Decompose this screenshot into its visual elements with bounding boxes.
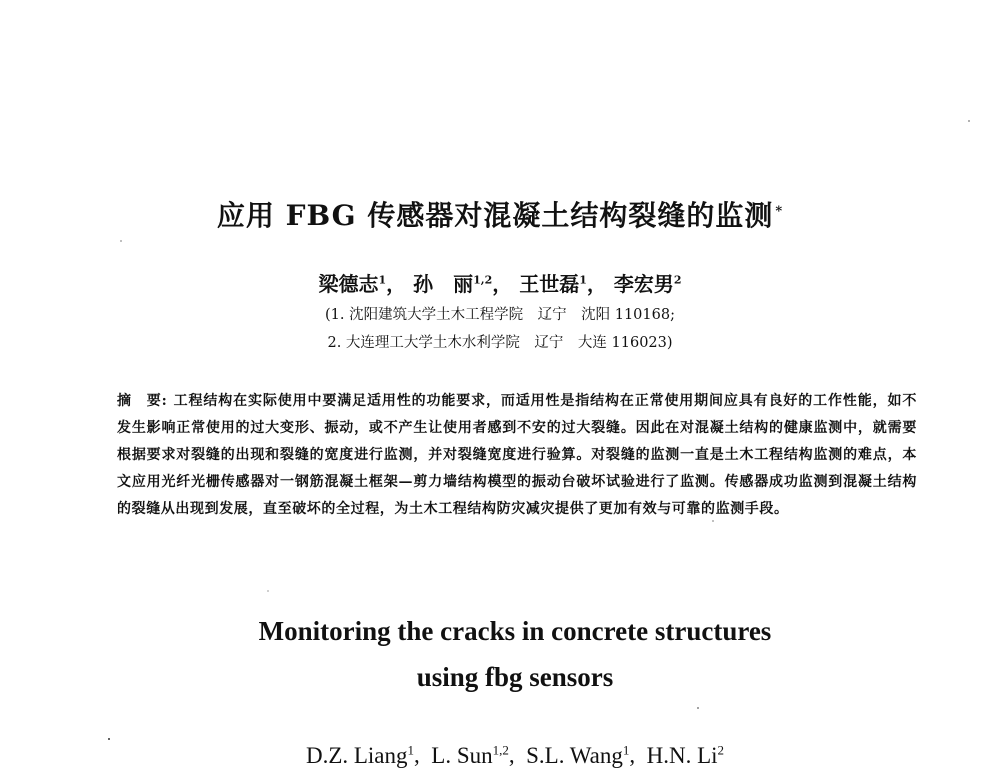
chinese-title (0, 194, 1000, 234)
author-en-sup: 1,2 (492, 742, 509, 757)
chinese-title-text: 应用 FBG 传感器对混凝土结构裂缝的监测 (216, 199, 774, 232)
english-authors: D.Z. Liang$^1$, L. Sun$^{1,2}$, S.L. Wang$^1$, H.N. Li$^2$ (305, 742, 725, 768)
author-en-sup: 1 (622, 742, 630, 757)
author-en-name: D.Z. Liang (305, 742, 408, 768)
author-cn-sup: 2 (673, 273, 682, 287)
author-cn-name: 梁德志 (318, 272, 379, 296)
scan-speck (712, 520, 714, 522)
author-en (647, 743, 724, 768)
scan-speck (968, 120, 970, 122)
author-en (431, 743, 509, 768)
author-cn (318, 272, 386, 296)
affiliation-1: (1. 沈阳建筑大学土木工程学院 辽宁 沈阳 110168; (325, 307, 675, 323)
abstract-text: 工程结构在实际使用中要满足适用性的功能要求，而适用性是指结构在正常使用期间应具有良好的工作性能，如不发生影响正常使用的过大变形、振动，或不产生让使用者感到不安的过大裂缝。因此在对混凝土结构的健康监测中，就需要根据要求对裂缝的出现和裂缝的宽度进行监测，并对裂缝宽度进行验算。对裂缝的监测一直是土木工程结构监测的难点，本文应用光纤光栅传感器对一钢筋混凝土框架—剪力墙结构模型的振动台破坏试验进行了监测。传感器成功监测到混凝土结构的裂缝从出现到发展，直至破坏的全过程，为土木工程结构防灾减灾提供了更加有效与可靠的监测手段。 (117, 393, 917, 517)
author-cn-sup: 1,2 (473, 273, 493, 287)
author-cn (519, 272, 587, 296)
title-footnote-mark: * (775, 203, 784, 219)
author-en-name: L. Sun (431, 742, 493, 768)
scan-speck (120, 240, 122, 242)
scan-speck (267, 590, 269, 592)
chinese-authors: 梁德志$^1$， 孙 丽$^{1,2}$， 王世磊$^1$， 李宏男$^2$ (318, 272, 682, 296)
affiliation-2: 2. 大连理工大学土木水利学院 辽宁 大连 116023) (327, 335, 673, 351)
abstract (117, 388, 917, 523)
author-cn (413, 272, 492, 296)
author-cn-name: 王世磊 (519, 272, 580, 296)
scan-speck (108, 738, 110, 740)
author-en-sup: 1 (407, 742, 415, 757)
author-cn-name: 孙 丽 (413, 272, 474, 296)
author-cn-name: 李宏男 (613, 272, 674, 296)
scan-speck (697, 707, 699, 709)
english-title-line-1: Monitoring the cracks in concrete structures (258, 616, 772, 646)
author-en-name: H.N. Li (646, 742, 718, 768)
author-cn-sup: 1 (579, 273, 587, 287)
author-en (526, 743, 629, 768)
author-en-sup: 2 (717, 742, 725, 757)
author-cn-sup: 1 (378, 273, 387, 287)
english-title-line-2: using fbg sensors (416, 662, 614, 692)
author-cn (614, 272, 682, 296)
author-en-name: S.L. Wang (526, 742, 623, 768)
abstract-label: 摘 要: (117, 393, 168, 409)
author-en (306, 743, 414, 768)
